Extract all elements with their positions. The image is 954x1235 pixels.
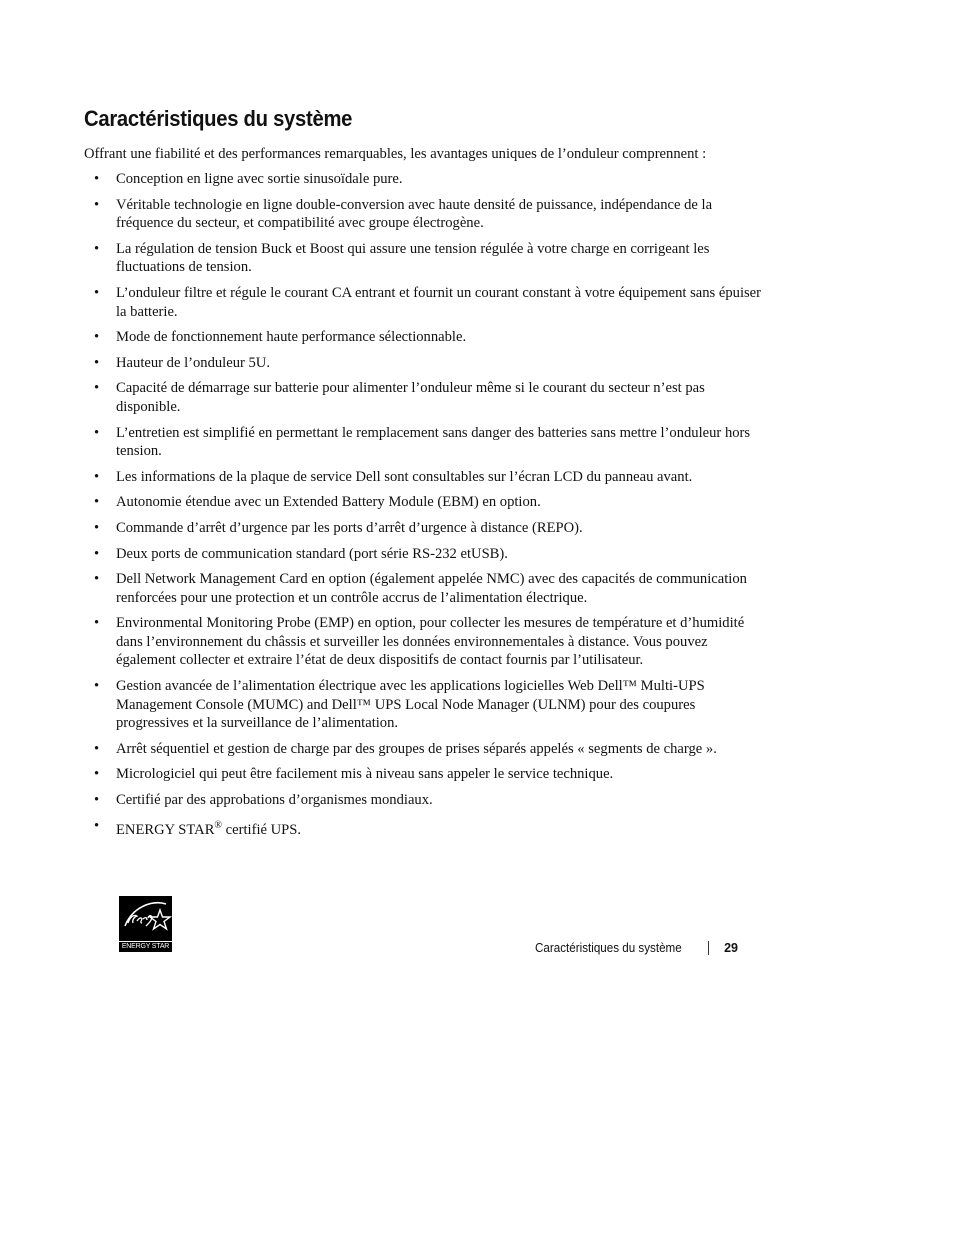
intro-paragraph: Offrant une fiabilité et des performances remarquables, les avantages uniques de l’onduleur comprennent : (84, 146, 707, 162)
list-item (84, 170, 764, 189)
list-item (84, 677, 764, 733)
feature-text: Conception en ligne avec sortie sinusoïdale pure. (116, 171, 403, 187)
list-item (84, 817, 764, 839)
energy-star-label: ENERGY STAR (119, 941, 172, 951)
feature-text: Dell Network Management Card en option (également appelée NMC) avec des capacités de communication renforcées pour une protection et un contrôle accrus de l’alimentation électrique. (116, 571, 747, 606)
feature-text: Les informations de la plaque de service Dell sont consultables sur l’écran LCD du panneau avant. (116, 468, 693, 485)
registered-mark: ® (214, 819, 223, 831)
bullet-icon: • (94, 678, 100, 695)
list-item (84, 424, 764, 461)
list-item (84, 570, 764, 607)
list-item (84, 519, 764, 538)
list-item (84, 791, 764, 810)
list-item (84, 493, 764, 512)
page-number: 29 (724, 941, 738, 955)
list-item (84, 545, 764, 564)
bullet-icon: • (94, 817, 100, 834)
bullet-icon: • (94, 571, 100, 588)
list-item (84, 379, 764, 416)
feature-text: Autonomie étendue avec un Extended Battery Module (EBM) en option. (116, 494, 541, 511)
bullet-icon: • (94, 354, 100, 371)
feature-text: L’onduleur filtre et régule le courant CA entrant et fournit un courant constant à votre équipement sans épuiser la batterie. (116, 284, 762, 320)
feature-text: Environmental Monitoring Probe (EMP) en option, pour collecter les mesures de température et d’humidité dans l’environnement du châssis et surveiller les données environnementales à distance. Vous pouvez également collecter et extraire l’état de deux dispositifs de contact fournis par l’utilisateur. (116, 615, 745, 669)
energy-star-prefix: ENERGY STAR (116, 821, 215, 838)
page-title: Caractéristiques du système (84, 106, 353, 131)
footer-section-title: Caractéristiques du système (535, 941, 682, 955)
page-footer (440, 939, 740, 957)
bullet-icon: • (94, 519, 100, 536)
energy-star-suffix: certifié UPS. (222, 821, 302, 838)
list-item (84, 328, 764, 347)
bullet-icon: • (94, 615, 100, 632)
energy-star-icon (119, 896, 172, 941)
bullet-icon: • (94, 329, 100, 346)
bullet-icon: • (94, 792, 100, 809)
feature-list (84, 170, 764, 846)
feature-text: Mode de fonctionnement haute performance sélectionnable. (116, 329, 467, 346)
feature-text: Commande d’arrêt d’urgence par les ports d’arrêt d’urgence à distance (REPO). (116, 519, 583, 536)
feature-text: Micrologiciel qui peut être facilement mis à niveau sans appeler le service technique. (116, 766, 614, 783)
feature-text: Capacité de démarrage sur batterie pour alimenter l’onduleur même si le courant du secteur n’est pas disponible. (116, 380, 705, 415)
bullet-icon: • (94, 545, 100, 562)
bullet-icon: • (94, 284, 100, 301)
bullet-icon: • (94, 196, 100, 213)
list-item (84, 614, 764, 670)
energy-star-logo (119, 896, 172, 952)
bullet-icon: • (94, 740, 100, 757)
feature-text: Hauteur de l’onduleur 5U. (116, 354, 270, 371)
list-item (84, 196, 764, 233)
bullet-icon: • (94, 494, 100, 511)
list-item (84, 468, 764, 487)
list-item (84, 765, 764, 784)
footer-divider (708, 941, 709, 955)
bullet-icon: • (94, 424, 100, 441)
bullet-icon: • (94, 240, 100, 257)
feature-text: Certifié par des approbations d’organismes mondiaux. (116, 792, 433, 809)
feature-text: L’entretien est simplifié en permettant le remplacement sans danger des batteries sans mettre l’onduleur hors tension. (116, 424, 751, 460)
list-item (84, 284, 764, 321)
list-item (84, 240, 764, 277)
feature-text: Véritable technologie en ligne double-conversion avec haute densité de puissance, indépendance de la fréquence du secteur, et compatibilité avec groupe électrogène. (116, 196, 713, 232)
bullet-icon: • (94, 380, 100, 397)
feature-text: Deux ports de communication standard (port série RS-232 etUSB). (116, 545, 508, 562)
feature-text: La régulation de tension Buck et Boost qui assure une tension régulée à votre charge en corrigeant les fluctuations de tension. (116, 240, 710, 276)
list-item (84, 354, 764, 373)
bullet-icon: • (94, 766, 100, 783)
bullet-icon: • (94, 468, 100, 485)
list-item (84, 740, 764, 759)
bullet-icon: • (94, 171, 100, 187)
feature-text: Gestion avancée de l’alimentation électrique avec les applications logicielles Web Dell™ Multi-UPS Management Console (MUMC) and Dell™ UPS Local Node Manager (ULNM) pour des coupures progressives et la surveillance de l’alimentation. (116, 678, 705, 732)
feature-text: Arrêt séquentiel et gestion de charge par des groupes de prises séparés appelés « segments de charge ». (116, 740, 717, 757)
